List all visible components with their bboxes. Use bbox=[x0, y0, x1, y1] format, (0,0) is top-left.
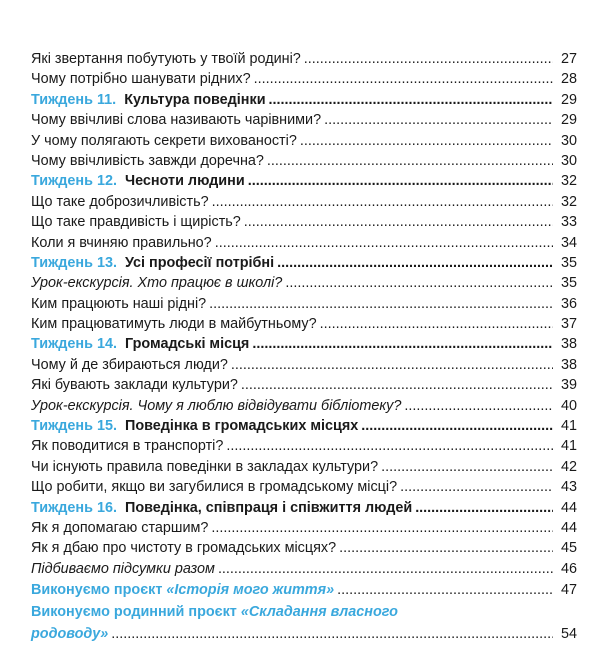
dot-leader bbox=[404, 396, 553, 416]
page-number: 43 bbox=[560, 479, 577, 496]
week-number: Тиждень 14. bbox=[31, 336, 117, 353]
entry-title: Коли я вчиняю правильно? bbox=[31, 234, 212, 251]
toc-entry[interactable] bbox=[31, 151, 577, 171]
toc-entry[interactable] bbox=[31, 477, 577, 497]
toc-entry[interactable] bbox=[31, 436, 577, 456]
toc-entry[interactable] bbox=[31, 131, 577, 151]
toc-project-entry[interactable] bbox=[31, 579, 577, 601]
table-of-contents bbox=[31, 49, 577, 645]
project-name: «Історія мого життя» bbox=[166, 582, 335, 599]
toc-entry[interactable] bbox=[31, 110, 577, 130]
entry-title: Як я дбаю про чистоту в громадських місцях? bbox=[31, 540, 337, 557]
dot-leader bbox=[277, 253, 553, 273]
toc-entry[interactable] bbox=[31, 375, 577, 395]
dot-leader bbox=[212, 192, 553, 212]
page-number: 35 bbox=[560, 275, 577, 292]
page-number: 38 bbox=[560, 336, 577, 353]
entry-title: Що таке доброзичливість? bbox=[31, 193, 209, 210]
toc-week-heading[interactable] bbox=[31, 90, 577, 110]
week-title: Чесноти людини bbox=[124, 173, 245, 190]
week-title: Культура поведінки bbox=[124, 91, 266, 108]
page-number: 33 bbox=[560, 214, 577, 231]
page-number: 27 bbox=[560, 51, 577, 67]
page-number: 35 bbox=[560, 254, 577, 271]
toc-week-heading[interactable] bbox=[31, 334, 577, 354]
page-number: 34 bbox=[560, 234, 577, 251]
entry-title: Урок-екскурсія. Чому я люблю відвідувати бібліотеку? bbox=[31, 397, 402, 414]
entry-title: Чи існують правила поведінки в закладах культури? bbox=[31, 458, 379, 475]
entry-title: Чому ввічливість завжди доречна? bbox=[31, 152, 264, 169]
dot-leader bbox=[231, 355, 553, 375]
page-number: 29 bbox=[560, 91, 577, 108]
page-number: 44 bbox=[560, 519, 577, 536]
entry-title: Чому ввічливі слова називають чарівними? bbox=[31, 112, 322, 129]
week-number: Тиждень 16. bbox=[31, 499, 117, 516]
entry-title: Підбиваємо підсумки разом bbox=[31, 560, 215, 577]
dot-leader bbox=[337, 579, 553, 601]
dot-leader bbox=[209, 294, 553, 314]
week-heading bbox=[31, 253, 274, 273]
dot-leader bbox=[218, 559, 553, 579]
toc-entry[interactable] bbox=[31, 538, 577, 558]
week-number: Тиждень 11. bbox=[31, 91, 117, 108]
entry-title: Як я допомагаю старшим? bbox=[31, 519, 209, 536]
page-number: 32 bbox=[560, 193, 577, 210]
page-number: 38 bbox=[560, 356, 577, 373]
page-number: 36 bbox=[560, 295, 577, 312]
project-name-cont: родоводу» bbox=[31, 626, 109, 643]
toc-entry[interactable] bbox=[31, 273, 577, 293]
project-title bbox=[31, 579, 334, 601]
page-number: 32 bbox=[560, 173, 577, 190]
toc-entry[interactable] bbox=[31, 192, 577, 212]
toc-entry[interactable] bbox=[31, 457, 577, 477]
week-number: Тиждень 13. bbox=[31, 254, 117, 271]
toc-entry[interactable] bbox=[31, 69, 577, 89]
week-title: Усі професії потрібні bbox=[124, 254, 275, 271]
week-heading bbox=[31, 334, 249, 354]
dot-leader bbox=[320, 314, 553, 334]
page-number: 54 bbox=[560, 626, 577, 643]
page-number: 42 bbox=[560, 458, 577, 475]
entry-title: Чому й де збираються люди? bbox=[31, 356, 228, 373]
dot-leader bbox=[244, 212, 553, 232]
page-number: 47 bbox=[560, 582, 577, 599]
toc-week-heading[interactable] bbox=[31, 171, 577, 191]
toc-entry[interactable] bbox=[31, 355, 577, 375]
week-number: Тиждень 12. bbox=[31, 173, 117, 190]
entry-title: Що таке правдивість і щирість? bbox=[31, 214, 241, 231]
toc-week-heading[interactable] bbox=[31, 498, 577, 518]
page-number: 44 bbox=[560, 499, 577, 516]
toc-entry[interactable] bbox=[31, 212, 577, 232]
dot-leader bbox=[111, 623, 553, 645]
week-heading bbox=[31, 90, 266, 110]
dot-leader bbox=[415, 498, 553, 518]
week-title: Поведінка, співпраця і співжиття людей bbox=[124, 499, 413, 516]
toc-project-entry[interactable] bbox=[31, 602, 577, 645]
page-number: 29 bbox=[560, 112, 577, 129]
page-number: 41 bbox=[560, 438, 577, 455]
toc-entry[interactable] bbox=[31, 294, 577, 314]
entry-title: Урок-екскурсія. Хто працює в школі? bbox=[31, 275, 283, 292]
dot-leader bbox=[285, 273, 553, 293]
week-heading bbox=[31, 171, 245, 191]
entry-title: У чому полягають секрети вихованості? bbox=[31, 132, 297, 149]
page-number: 46 bbox=[560, 560, 577, 577]
dot-leader bbox=[304, 49, 553, 69]
dot-leader bbox=[248, 171, 553, 191]
entry-title: Як поводитися в транспорті? bbox=[31, 438, 224, 455]
page-number: 30 bbox=[560, 132, 577, 149]
toc-entry[interactable] bbox=[31, 396, 577, 416]
entry-title: Ким працюватимуть люди в майбутньому? bbox=[31, 316, 317, 333]
week-number: Тиждень 15. bbox=[31, 418, 117, 435]
dot-leader bbox=[339, 538, 553, 558]
dot-leader bbox=[241, 375, 553, 395]
project-name: «Складання власного bbox=[240, 604, 398, 621]
toc-entry[interactable] bbox=[31, 233, 577, 253]
week-title: Громадські місця bbox=[124, 336, 250, 353]
entry-title: Ким працюють наші рідні? bbox=[31, 295, 207, 312]
dot-leader bbox=[226, 436, 553, 456]
toc-entry[interactable] bbox=[31, 559, 577, 579]
week-heading bbox=[31, 498, 412, 518]
project-lead: Виконуємо родинний проєкт bbox=[31, 604, 241, 621]
toc-week-heading[interactable] bbox=[31, 416, 577, 436]
page-number: 45 bbox=[560, 540, 577, 557]
dot-leader bbox=[254, 69, 553, 89]
dot-leader bbox=[267, 151, 553, 171]
dot-leader bbox=[211, 518, 553, 538]
dot-leader bbox=[361, 416, 553, 436]
week-title: Поведінка в громадських місцях bbox=[124, 418, 359, 435]
page-number: 30 bbox=[560, 152, 577, 169]
entry-title: Які звертання побутують у твоїй родині? bbox=[31, 51, 301, 67]
page-number: 28 bbox=[560, 71, 577, 88]
dot-leader bbox=[400, 477, 553, 497]
page-number: 41 bbox=[560, 418, 577, 435]
page-number: 39 bbox=[560, 377, 577, 394]
project-lead: Виконуємо проєкт bbox=[31, 582, 167, 599]
toc-week-heading[interactable] bbox=[31, 253, 577, 273]
dot-leader bbox=[381, 457, 553, 477]
page-number: 40 bbox=[560, 397, 577, 414]
project-title-line2 bbox=[31, 623, 577, 645]
entry-title: Що робити, якщо ви загубилися в громадському місці? bbox=[31, 479, 398, 496]
project-title-line1 bbox=[31, 602, 577, 623]
page-number: 37 bbox=[560, 316, 577, 333]
week-heading bbox=[31, 416, 358, 436]
entry-title: Які бувають заклади культури? bbox=[31, 377, 238, 394]
dot-leader bbox=[324, 110, 553, 130]
dot-leader bbox=[252, 334, 553, 354]
toc-entry[interactable] bbox=[31, 49, 577, 69]
toc-entry[interactable] bbox=[31, 314, 577, 334]
dot-leader bbox=[300, 131, 553, 151]
dot-leader bbox=[269, 90, 553, 110]
toc-entry[interactable] bbox=[31, 518, 577, 538]
dot-leader bbox=[215, 233, 553, 253]
entry-title: Чому потрібно шанувати рідних? bbox=[31, 71, 251, 88]
